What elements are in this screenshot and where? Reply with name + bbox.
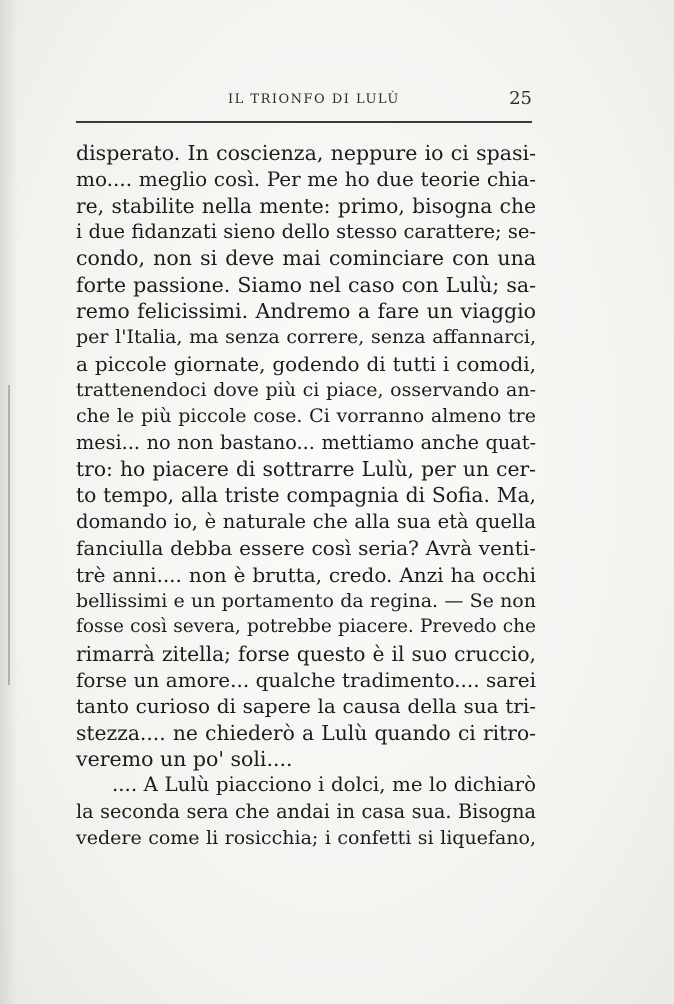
- text-line: veremo un po' soli....: [76, 746, 293, 771]
- text-line: stezza.... ne chiederò a Lulù quando ci ritro-: [76, 720, 536, 745]
- text-line: re, stabilite nella mente: primo, bisogna che: [76, 193, 536, 218]
- text-line: che le più piccole cose. Ci vorranno almeno tre: [76, 405, 536, 428]
- text-line: forte passione. Siamo nel caso con Lulù; sa-: [76, 272, 536, 297]
- text-line: domando io, è naturale che alla sua età quella: [76, 509, 536, 533]
- binding-mark: [8, 385, 10, 685]
- body-text: [76, 140, 536, 851]
- text-line: vedere come li rosicchia; i confetti si liquefano,: [76, 826, 536, 849]
- text-line: bellissimi e un portamento da regina. — Se non: [76, 589, 536, 612]
- page-number: 25: [509, 88, 532, 109]
- text-line: trattenendoci dove più ci piace, osservando an-: [76, 379, 536, 402]
- text-line: .... A Lulù piacciono i dolci, me lo dichiarò: [112, 773, 536, 797]
- header-rule: [76, 121, 532, 123]
- text-line: tro: ho piacere di sottrarre Lulù, per un cer-: [76, 457, 536, 482]
- text-line: remo felicissimi. Andremo a fare un viaggio: [76, 299, 536, 324]
- text-line: disperato. In coscienza, neppure io ci spasi-: [76, 141, 536, 165]
- text-line: condo, non si deve mai cominciare con una: [76, 246, 536, 271]
- text-line: rimarrà zitella; forse questo è il suo cruccio,: [76, 641, 536, 666]
- text-line: trè anni.... non è brutta, credo. Anzi ha occhi: [76, 562, 536, 587]
- text-line: fosse così severa, potrebbe piacere. Prevedo che: [76, 616, 536, 638]
- text-line: forse un amore... qualche tradimento.... sarei: [76, 667, 536, 692]
- text-line: a piccole giornate, godendo di tutti i comodi,: [76, 351, 536, 376]
- text-line: to tempo, alla triste compagnia di Sofia. Ma,: [76, 483, 536, 508]
- running-header: [76, 88, 532, 114]
- text-line: mesi... no non bastano... mettiamo anche quat-: [76, 430, 536, 454]
- text-line: la seconda sera che andai in casa sua. Bisogna: [76, 799, 536, 823]
- text-line: fanciulla debba essere così seria? Avrà venti-: [76, 536, 536, 561]
- text-line: per l'Italia, ma senza correre, senza affannarci,: [76, 326, 536, 349]
- text-line: i due fidanzati sieno dello stesso carattere; se-: [76, 220, 536, 244]
- text-line: tanto curioso di sapere la causa della sua tri-: [76, 694, 536, 719]
- text-line: mo.... meglio così. Per me ho due teorie chia-: [76, 167, 536, 192]
- running-title: IL TRIONFO DI LULÙ: [228, 92, 400, 107]
